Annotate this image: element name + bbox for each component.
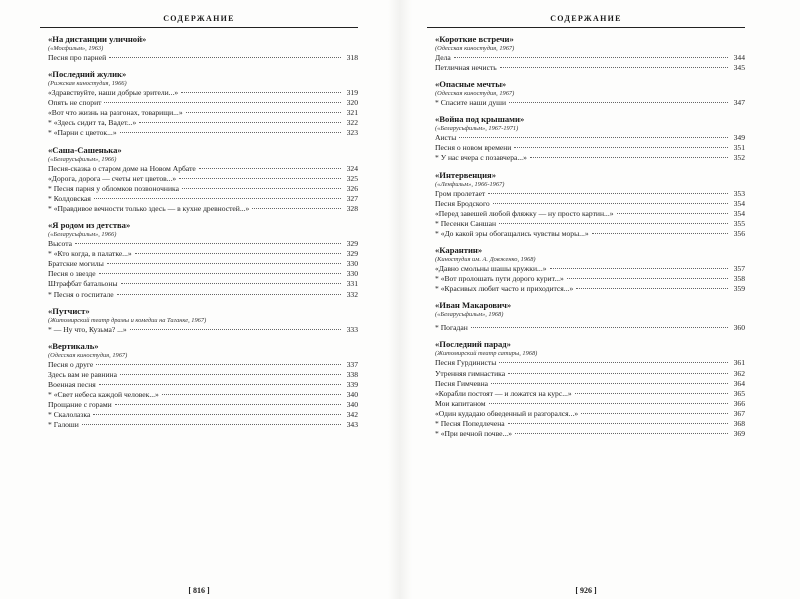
toc-entry [435,209,745,219]
dot-leader [508,373,728,374]
entry-title: * «Свет небеса каждой человек...» [48,389,159,399]
section-subtitle: (Одесская киностудия, 1967) [435,90,515,98]
toc-entry [435,229,745,239]
dot-leader [508,423,728,424]
dot-leader [252,208,341,209]
dot-leader [515,433,728,434]
section-title: «Карантин» [435,245,483,256]
right-page [427,0,745,599]
entry-page-number: 318 [346,53,358,62]
entry-title: «Давно смольны шашы кружки...» [435,264,547,274]
entry-title: * — Ну что, Кузьма? ...» [48,324,127,334]
entry-page-number: 364 [733,378,745,388]
entry-title: * «Кто когда, в палатке...» [48,249,132,259]
page-header: СОДЕРЖАНИЕ [550,14,622,23]
entry-page-number: 332 [346,289,358,299]
entry-title: * Погадан [435,323,468,333]
entry-title: «Здравствуйте, наши добрые зрители...» [48,88,179,98]
entry-page-number: 333 [346,324,358,334]
header-rule [40,27,358,28]
toc-entry [48,370,358,380]
section-subtitle: («Ленфильм», 1966-1967) [435,180,505,188]
toc-entry [435,369,745,379]
dot-leader [509,102,728,103]
dot-leader [120,374,341,375]
entry-title: * «Здесь сидит та, Вадет...» [48,118,137,128]
toc-entry [48,174,358,184]
toc-entry [48,118,358,128]
dot-leader [514,147,728,148]
dot-leader [139,122,341,123]
dot-leader [179,178,341,179]
toc-entry [48,108,358,118]
section-subtitle: (Киностудия им. А. Довженко, 1968) [435,256,536,264]
entry-title: «Вот что жизнь на разгонах, товарищи...» [48,108,183,118]
toc-entry [48,204,358,214]
dot-leader [592,233,728,234]
toc-section [435,170,745,239]
entry-page-number: 360 [733,323,745,333]
toc-entry [48,239,358,249]
entry-page-number: 325 [346,173,358,183]
entry-title: Мои капитаном [435,398,486,408]
dot-leader [93,414,341,415]
toc-entry [48,400,358,410]
dot-leader [500,67,728,68]
page-number: [ 816 ] [188,586,210,595]
dot-leader [109,57,341,58]
toc-entry [435,264,745,274]
entry-page-number: 357 [733,264,745,274]
section-subtitle: («Беларусьфильм», 1966) [48,155,117,163]
section-subtitle: («Беларусьфильм», 1968) [435,311,504,319]
dot-leader [499,223,728,224]
entry-page-number: 340 [346,400,358,410]
page-number: [ 926 ] [575,586,597,595]
toc-entry [435,399,745,409]
toc-entry [48,98,358,108]
entry-title: * «Красивых любит часто и приходится...» [435,284,574,294]
entry-title: Песня Гурдинисты [435,358,497,368]
entry-title: * «Правдивое вечности только здесь — в кухне древностей...» [48,203,250,213]
entry-page-number: 349 [733,133,745,143]
dot-leader [99,384,341,385]
toc-entry [48,269,358,279]
entry-title: Аисты [435,133,457,143]
page-header: СОДЕРЖАНИЕ [163,14,235,23]
entry-title: Петличная нечисть [435,63,497,73]
entry-page-number: 330 [346,269,358,279]
toc-entry [48,325,358,335]
toc-section [48,341,358,431]
entry-page-number: 342 [346,410,358,420]
toc-section [48,69,358,138]
dot-leader [130,329,341,330]
toc-content [48,34,358,436]
toc-entry [48,164,358,174]
section-subtitle: (Одесская киностудия, 1967) [435,45,515,52]
toc-entry [435,379,745,389]
entry-page-number: 324 [346,163,358,173]
dot-leader [617,213,728,214]
section-title: «Война под крышами» [435,114,525,125]
toc-entry [48,380,358,390]
entry-title: * Колдовская [48,193,91,203]
toc-entry [435,199,745,209]
entry-page-number: 369 [733,429,745,439]
dot-leader [104,102,341,103]
entry-title: Песня о друге [48,359,94,369]
section-title: «На дистанции уличной» [48,34,147,44]
entry-page-number: 368 [733,418,745,428]
dot-leader [96,364,341,365]
section-subtitle: (Житомирский театр драмы и комедии на Таганке, 1967) [48,316,207,324]
dot-leader [75,243,341,244]
toc-section [435,245,745,294]
section-title: «Путчист» [48,305,90,316]
header-rule [427,27,745,28]
entry-title: * «При вечной почве...» [435,429,512,439]
dot-leader [115,404,341,405]
dot-leader [186,112,341,113]
dot-leader [99,273,341,274]
toc-entry [48,184,358,194]
entry-page-number: 352 [733,153,745,163]
entry-page-number: 344 [733,53,745,62]
entry-title: Утренняя гимнастика [435,368,506,378]
entry-page-number: 356 [733,228,745,238]
entry-title: «Дорога, дорога — счеты нет цветов...» [48,173,177,183]
toc-section [48,145,358,214]
toc-section [435,34,745,73]
entry-page-number: 358 [733,274,745,284]
dot-leader [117,294,341,295]
entry-page-number: 322 [346,118,358,128]
toc-entry [435,409,745,419]
dot-leader [488,193,728,194]
entry-page-number: 367 [733,408,745,418]
toc-entry [48,259,358,269]
entry-title: Песня Бродского [435,198,490,208]
entry-page-number: 339 [346,379,358,389]
toc-entry [435,133,745,143]
entry-title: Песня про парней [48,53,107,62]
entry-title: Опять не спорит [48,98,102,108]
entry-page-number: 359 [733,284,745,294]
dot-leader [162,394,341,395]
dot-leader [499,362,728,363]
toc-entry [48,53,358,63]
toc-entry [48,128,358,138]
toc-section [435,339,745,439]
entry-title: Песня Гимчевна [435,378,489,388]
dot-leader [575,393,728,394]
entry-page-number: 337 [346,359,358,369]
dot-leader [550,268,728,269]
toc-entry [48,420,358,430]
entry-page-number: 340 [346,389,358,399]
entry-title: * «Вот пролошать пути дорого курит...» [435,274,564,284]
entry-page-number: 320 [346,98,358,108]
entry-title: Гром пролетает [435,188,486,198]
dot-leader [459,137,728,138]
section-title: «Последний парад» [435,339,511,350]
toc-entry [48,390,358,400]
dot-leader [82,424,341,425]
toc-entry [48,88,358,98]
toc-entry [435,153,745,163]
section-title: «Иван Макарович» [435,300,512,311]
dot-leader [491,383,728,384]
dot-leader [454,57,728,58]
section-title: «Я родом из детства» [48,220,131,231]
entry-page-number: 366 [733,398,745,408]
left-page [40,0,358,599]
section-title: «Опасные мечты» [435,79,507,90]
toc-entry [435,284,745,294]
entry-title: Здесь вам не равнина [48,369,117,379]
entry-page-number: 355 [733,218,745,228]
entry-title: * Песня парня у обломков позвоночника [48,183,179,193]
entry-page-number: 328 [346,203,358,213]
section-title: «Саша-Сашенька» [48,144,122,155]
dot-leader [489,403,728,404]
dot-leader [493,203,728,204]
entry-page-number: 338 [346,369,358,379]
entry-page-number: 330 [346,259,358,269]
toc-entry [48,360,358,370]
toc-entry [435,98,745,108]
dot-leader [576,288,728,289]
toc-entry [48,290,358,300]
section-subtitle: («Мосфильм», 1963) [48,45,104,52]
entry-title: Дела [435,53,451,62]
entry-page-number: 327 [346,193,358,203]
toc-entry [435,143,745,153]
entry-title: * У нас вчера с позавчера...» [435,153,527,163]
entry-page-number: 326 [346,183,358,193]
entry-title: «Перед завешей любой фляжку — ну просто картин...» [435,208,614,218]
toc-entry [435,53,745,63]
entry-title: Песня о новом времени [435,143,512,153]
toc-entry [435,419,745,429]
entry-title: Песня о звезде [48,269,96,279]
toc-entry [435,189,745,199]
dot-leader [181,92,341,93]
toc-entry [48,249,358,259]
section-subtitle: (Житомирский театр сатиры, 1968) [435,350,538,358]
toc-section [48,34,358,63]
entry-title: * Песенки Саншан [435,218,497,228]
toc-section [48,306,358,335]
toc-section [435,300,745,333]
section-subtitle: («Беларусьфильм», 1967-1971) [435,125,519,133]
entry-page-number: 354 [733,208,745,218]
dot-leader [107,263,341,264]
entry-page-number: 365 [733,388,745,398]
toc-entry [435,358,745,368]
section-subtitle: (Одесская киностудия, 1967) [48,351,128,359]
entry-title: «Один кудадаю обведенный и разгорался...» [435,408,579,418]
entry-page-number: 343 [346,420,358,430]
dot-leader [182,188,341,189]
dot-leader [121,283,341,284]
entry-page-number: 345 [733,63,745,73]
entry-page-number: 331 [346,279,358,289]
entry-title: Военная песня [48,379,96,389]
entry-title: «Корабли постоят — и ложатся на курс...» [435,388,572,398]
section-subtitle: (Рижская киностудия, 1966) [48,80,127,88]
toc-entry [435,63,745,73]
toc-entry [48,410,358,420]
section-subtitle: («Беларусьфильм», 1966) [48,231,117,239]
section-title: «Последний жулик» [48,69,127,80]
entry-page-number: 361 [733,358,745,368]
entry-title: * Спасите наши души [435,98,507,108]
book-gutter [388,0,412,599]
entry-title: Штрафбат батальоны [48,279,118,289]
entry-page-number: 351 [733,143,745,153]
dot-leader [94,198,341,199]
entry-title: * Песня Попедлечена [435,418,505,428]
section-title: «Вертикаль» [48,340,99,351]
dot-leader [581,413,728,414]
dot-leader [530,157,728,158]
dot-leader [471,327,728,328]
section-title: «Короткие встречи» [435,34,514,44]
toc-entry [48,279,358,289]
entry-title: * Песня о госпитале [48,289,114,299]
entry-page-number: 362 [733,368,745,378]
toc-section [435,79,745,108]
entry-page-number: 347 [733,98,745,108]
entry-title: Прощание с горами [48,400,112,410]
toc-entry [435,323,745,333]
entry-page-number: 329 [346,239,358,249]
entry-page-number: 321 [346,108,358,118]
entry-page-number: 319 [346,88,358,98]
dot-leader [120,132,341,133]
entry-title: * «Парни с цветок...» [48,128,117,138]
toc-section [48,220,358,300]
toc-entry [435,429,745,439]
entry-page-number: 353 [733,188,745,198]
entry-title: Братские могилы [48,259,104,269]
entry-title: * Скалолазка [48,410,91,420]
toc-entry [435,219,745,229]
entry-title: * Галоши [48,420,79,430]
entry-page-number: 354 [733,198,745,208]
toc-section [435,114,745,163]
toc-entry [48,194,358,204]
toc-entry [435,274,745,284]
dot-leader [135,253,341,254]
toc-entry [435,389,745,399]
entry-title: * «До какой эры обогащались чувствы моры...» [435,228,589,238]
dot-leader [567,278,728,279]
toc-content [435,34,745,445]
entry-title: Песня-сказка о старом доме на Новом Арбате [48,163,196,173]
entry-title: Высота [48,239,73,249]
entry-page-number: 323 [346,128,358,138]
entry-page-number: 329 [346,249,358,259]
section-title: «Интервенция» [435,169,497,180]
dot-leader [199,168,341,169]
